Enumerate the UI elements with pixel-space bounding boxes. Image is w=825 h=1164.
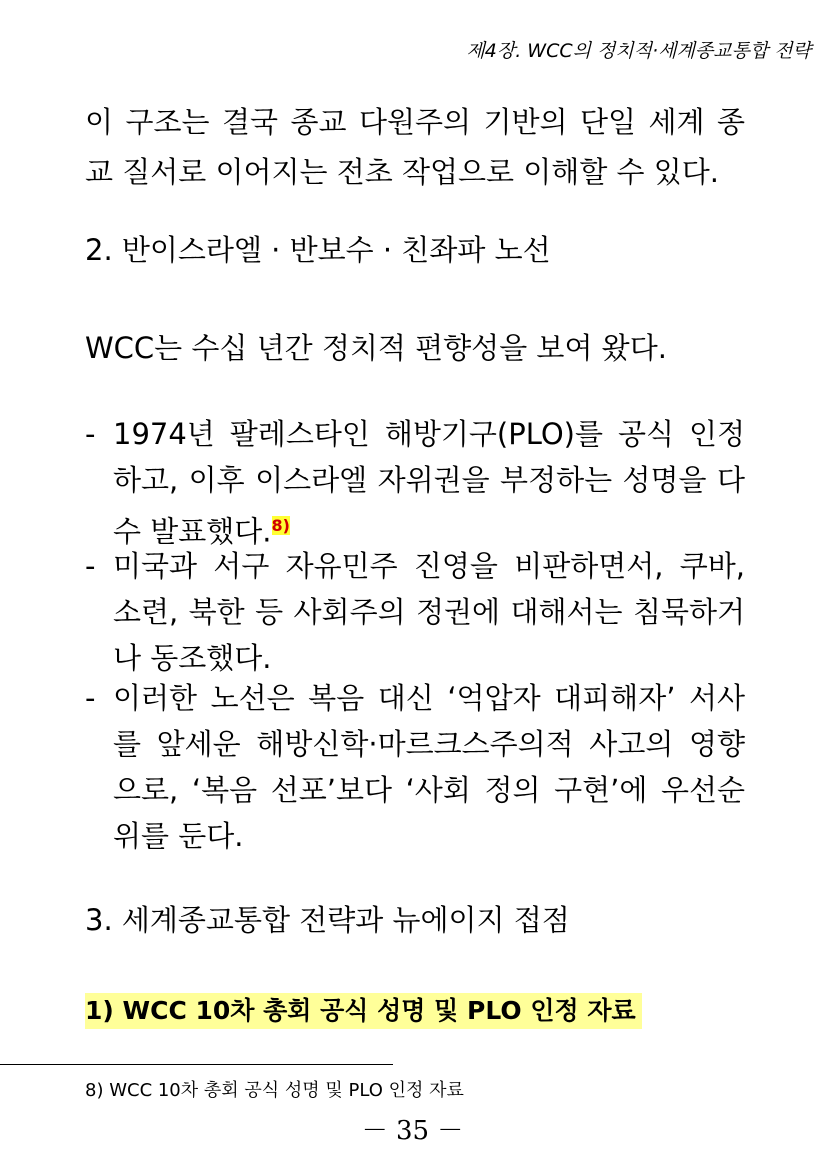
- highlighted-subheading: 1) WCC 10차 총회 공식 성명 및 PLO 인정 자료: [85, 993, 642, 1029]
- bullet-text: 이러한 노선은 복음 대신 ‘억압자 대피해자’ 서사를 앞세운 해방신학·마르크스주의적 사고의 영향으로, ‘복음 선포’보다 ‘사회 정의 구현’에 우선순위를 둔다.: [113, 681, 745, 853]
- running-head: 제4장. WCC의 정치적·세계종교통합 전략: [466, 40, 811, 62]
- bullet-item: [85, 543, 745, 681]
- footnote: 8) WCC 10차 총회 공식 성명 및 PLO 인정 자료: [85, 1080, 464, 1101]
- bullet-text: 1974년 팔레스타인 해방기구(PLO)를 공식 인정하고, 이후 이스라엘 자위권을 부정하는 성명을 다수 발표했다.: [113, 417, 745, 549]
- page-number: － 35 －: [361, 1116, 464, 1146]
- bullet-dash: -: [85, 549, 96, 583]
- bullet-dash: -: [85, 417, 96, 451]
- bullet-item: [85, 675, 745, 859]
- bullet-item: [85, 411, 745, 555]
- section-2-heading: 2. 반이스라엘 · 반보수 · 친좌파 노선: [85, 233, 551, 267]
- section-2-lead: WCC는 수십 년간 정치적 편향성을 보여 왔다.: [85, 331, 667, 365]
- footnote-ref[interactable]: 8): [271, 516, 290, 535]
- bullet-text: 미국과 서구 자유민주 진영을 비판하면서, 쿠바, 소련, 북한 등 사회주의 정권에 대해서는 침묵하거나 동조했다.: [113, 549, 745, 675]
- section-3-heading: 3. 세계종교통합 전략과 뉴에이지 접점: [85, 903, 570, 937]
- intro-paragraph: 이 구조는 결국 종교 다원주의 기반의 단일 세계 종교 질서로 이어지는 전초 작업으로 이해할 수 있다.: [85, 105, 745, 189]
- footnote-divider: [0, 1064, 393, 1065]
- bullet-dash: -: [85, 681, 96, 715]
